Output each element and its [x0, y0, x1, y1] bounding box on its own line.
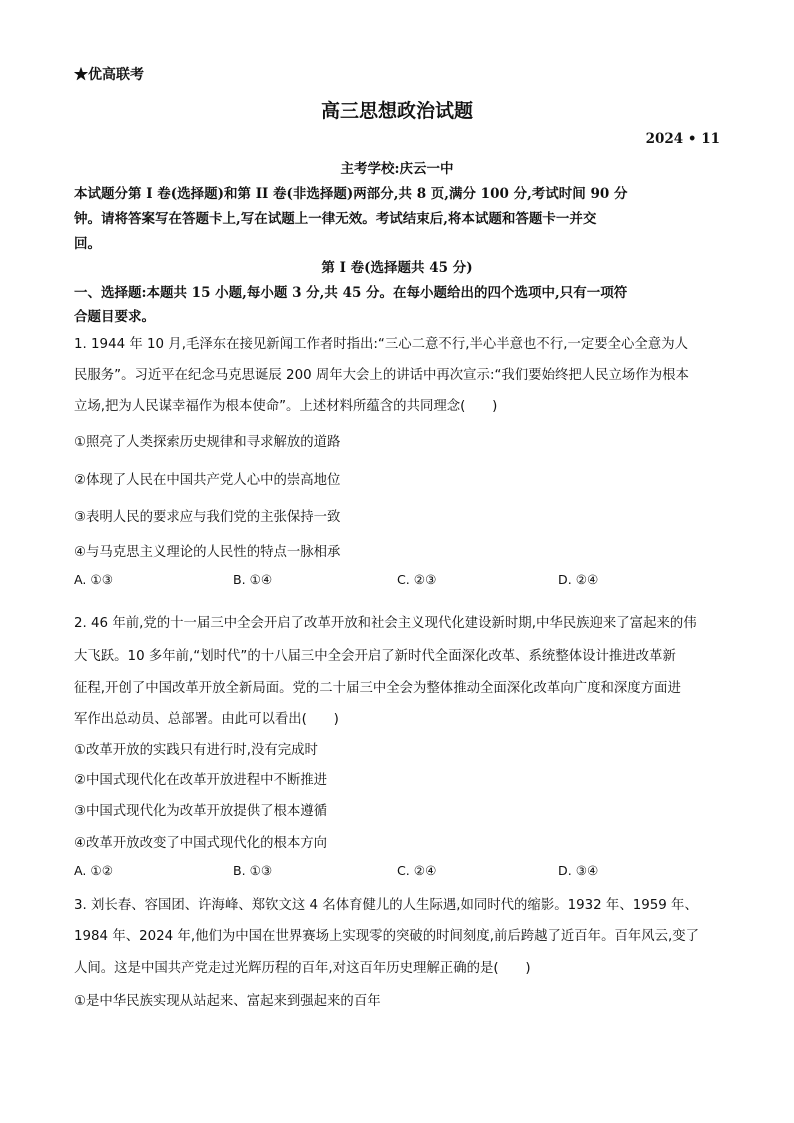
- question-item: ③中国式现代化为改革开放提供了根本遵循: [74, 804, 328, 819]
- instruction-line: 回。: [74, 236, 101, 252]
- instruction-line: 本试题分第 I 卷(选择题)和第 II 卷(非选择题)两部分,共 8 页,满分 100 分,考试时间 90 分: [74, 186, 628, 202]
- question-item: ③表明人民的要求应与我们党的主张保持一致: [74, 510, 341, 525]
- question-stem-line: 立场,把为人民谋幸福作为根本使命”。上述材料所蕴含的共同理念( ): [74, 399, 498, 414]
- option-c: C. ②④: [397, 863, 437, 878]
- question-item: ④改革开放改变了中国式现代化的根本方向: [74, 836, 328, 851]
- question-item: ①是中华民族实现从站起来、富起来到强起来的百年: [74, 994, 381, 1009]
- question-item: ④与马克思主义理论的人民性的特点一脉相承: [74, 545, 341, 560]
- question-item: ①改革开放的实践只有进行时,没有完成时: [74, 743, 318, 758]
- section-heading: 一、选择题:本题共 15 小题,每小题 3 分,共 45 分。在每小题给出的四个选项中,只有一项符: [74, 285, 628, 301]
- exam-date: 2024 • 11: [645, 131, 720, 147]
- question-stem-line: 民服务”。习近平在纪念马克思诞辰 200 周年大会上的讲话中再次宣示:“我们要始终把人民立场作为根本: [74, 368, 689, 383]
- option-a: A. ①③: [74, 572, 113, 587]
- option-d: D. ③④: [558, 863, 599, 878]
- question-stem-line: 1. 1944 年 10 月,毛泽东在接见新闻工作者时指出:“三心二意不行,半心半意也不行,一定要全心全意为人: [74, 337, 688, 352]
- exam-tag: ★优高联考: [74, 67, 144, 83]
- answer-options: [74, 572, 734, 590]
- question-stem-line: 人间。这是中国共产党走过光辉历程的百年,对这百年历史理解正确的是( ): [74, 961, 531, 976]
- question-stem-line: 大飞跃。10 多年前,“划时代”的十八届三中全会开启了新时代全面深化改革、系统整体设计推进改革新: [74, 649, 676, 664]
- question-item: ②中国式现代化在改革开放进程中不断推进: [74, 773, 328, 788]
- question-item: ②体现了人民在中国共产党人心中的崇高地位: [74, 473, 341, 488]
- question-stem-line: 征程,开创了中国改革开放全新局面。党的二十届三中全会为整体推动全面深化改革向广度和深度方面进: [74, 681, 681, 696]
- question-stem-line: 军作出总动员、总部署。由此可以看出( ): [74, 712, 339, 727]
- question-stem-line: 3. 刘长春、容国团、许海峰、郑钦文这 4 名体育健儿的人生际遇,如同时代的缩影。1932 年、1959 年、: [74, 898, 698, 913]
- question-item: ①照亮了人类探索历史规律和寻求解放的道路: [74, 435, 341, 450]
- question-stem-line: 1984 年、2024 年,他们为中国在世界赛场上实现零的突破的时间刻度,前后跨越了近百年。百年风云,变了: [74, 929, 700, 944]
- question-stem-line: 2. 46 年前,党的十一届三中全会开启了改革开放和社会主义现代化建设新时期,中华民族迎来了富起来的伟: [74, 616, 697, 631]
- option-b: B. ①③: [233, 863, 273, 878]
- part1-title: 第 I 卷(选择题共 45 分): [321, 260, 473, 276]
- option-b: B. ①④: [233, 572, 273, 587]
- instruction-line: 钟。请将答案写在答题卡上,写在试题上一律无效。考试结束后,将本试题和答题卡一并交: [74, 211, 597, 227]
- page-title: 高三思想政治试题: [320, 100, 473, 122]
- option-d: D. ②④: [558, 572, 599, 587]
- section-heading: 合题目要求。: [74, 309, 155, 325]
- option-c: C. ②③: [397, 572, 437, 587]
- answer-options: [74, 863, 734, 881]
- option-a: A. ①②: [74, 863, 113, 878]
- host-school: 主考学校:庆云一中: [340, 161, 454, 177]
